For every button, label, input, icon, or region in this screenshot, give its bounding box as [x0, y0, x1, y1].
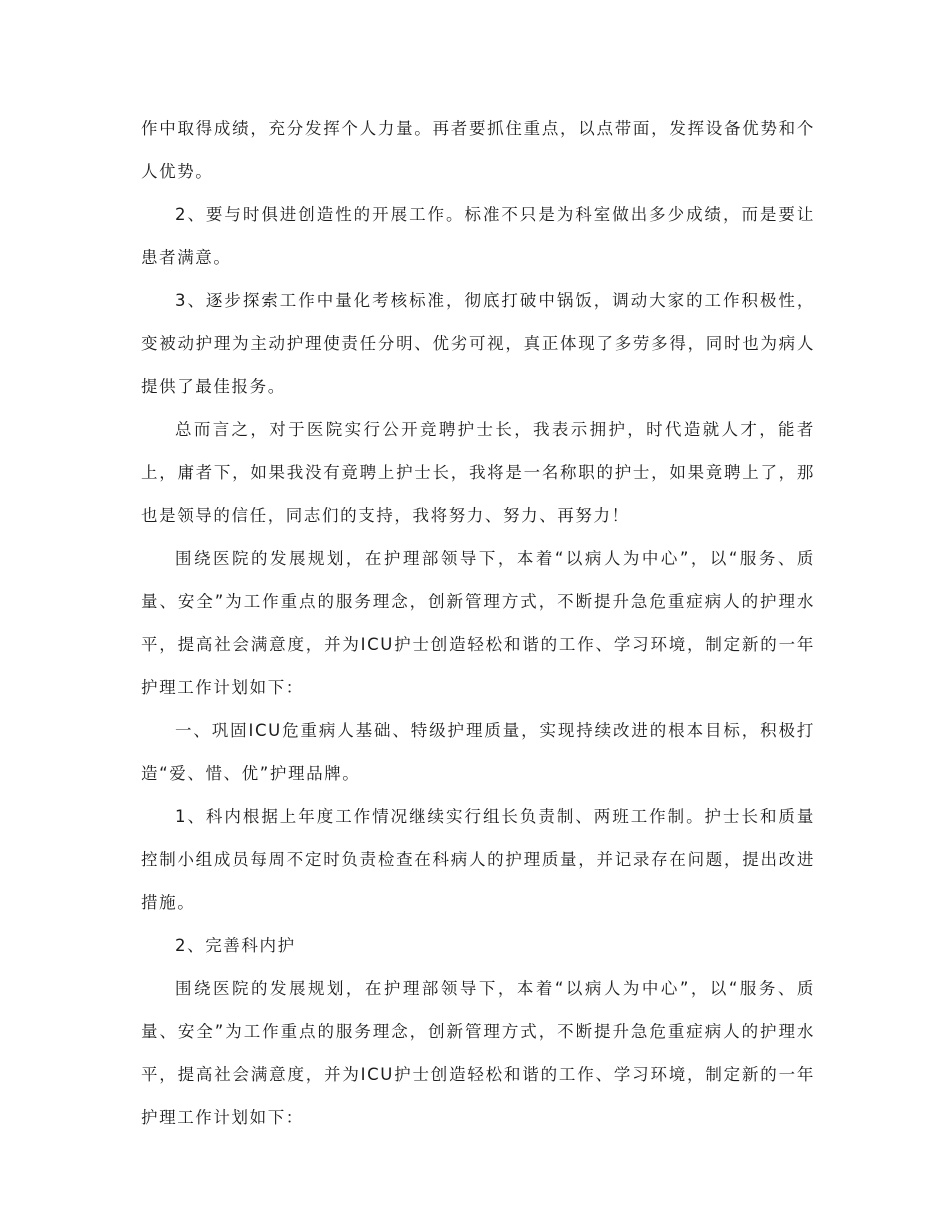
paragraph-7: 1、科内根据上年度工作情况继续实行组长负责制、两班工作制。护士长和质量控制小组成员每周不定时负责检查在科病人的护理质量，并记录存在问题，提出改进措施。 [141, 807, 815, 912]
paragraph-6: 一、巩固ICU危重病人基础、特级护理质量，实现持续改进的根本目标，积极打造“爱、惜、优”护理品牌。 [141, 721, 815, 783]
paragraph-3: 3、逐步探索工作中量化考核标准，彻底打破中锅饭，调动大家的工作积极性，变被动护理为主动护理使责任分明、优劣可视，真正体现了多劳多得，同时也为病人提供了最佳报务。 [141, 291, 815, 396]
paragraph-5: 围绕医院的发展规划，在护理部领导下，本着“以病人为中心”，以“服务、质量、安全”为工作重点的服务理念，创新管理方式，不断提升急危重症病人的护理水平，提高社会满意度，并为ICU护士创造轻松和谐的工作、学习环境，制定新的一年护理工作计划如下： [141, 549, 815, 697]
paragraph-9: 围绕医院的发展规划，在护理部领导下，本着“以病人为中心”，以“服务、质量、安全”为工作重点的服务理念，创新管理方式，不断提升急危重症病人的护理水平，提高社会满意度，并为ICU护士创造轻松和谐的工作、学习环境，制定新的一年护理工作计划如下： [141, 979, 815, 1127]
paragraph-2: 2、要与时俱进创造性的开展工作。标准不只是为科室做出多少成绩，而是要让患者满意。 [141, 205, 815, 267]
paragraph-8: 2、完善科内护 [175, 936, 296, 955]
paragraph-4: 总而言之，对于医院实行公开竞聘护士长，我表示拥护，时代造就人才，能者上，庸者下，如果我没有竟聘上护士长，我将是一名称职的护士，如果竟聘上了，那也是领导的信任，同志们的支持，我将努力、努力、再努力！ [141, 420, 815, 525]
document-body [141, 107, 815, 1139]
paragraph-1: 作中取得成绩，充分发挥个人力量。再者要抓住重点，以点带面，发挥设备优势和个人优势。 [141, 119, 815, 181]
